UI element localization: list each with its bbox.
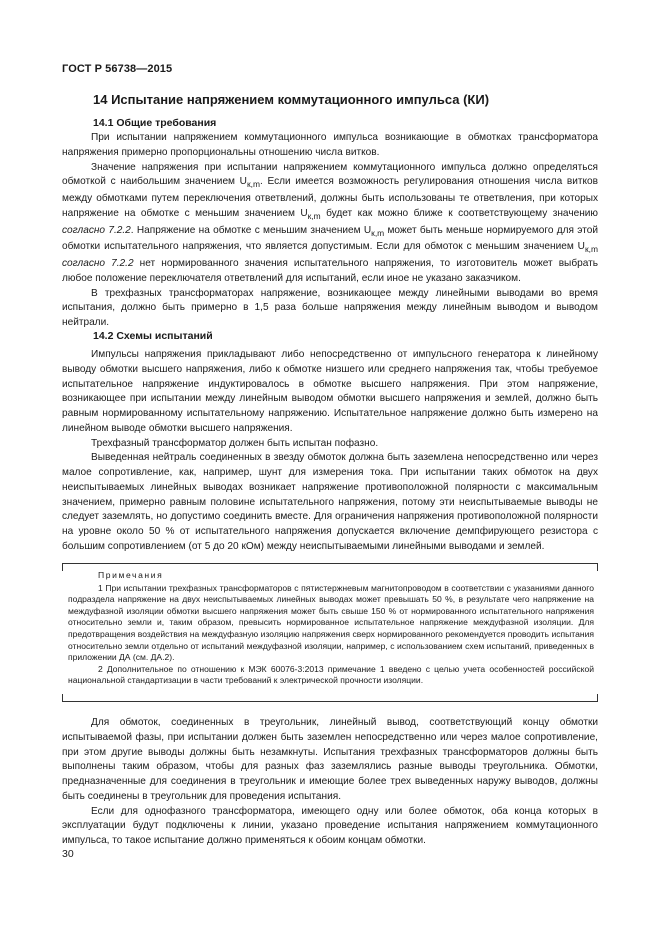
paragraph: Выведенная нейтраль соединенных в звезду обмоток должна быть заземлена непосредственно или через малое сопротивление, как, например, шунт для измерения тока. При испытании таких обмоток на двух неиспытываемых линейных выводах возникает напряжение противоположной полярности с максимальным значением, примерно равным половине испытательного напряжения, потому эти неиспытываемые выводы не следует заземлять, но допустимо соединить вместе. Для ограничения напряжения противоположной полярности на уровне около 50 % от испытательного напряжения допускается включение демпфирующего резистора с большим сопротивлением (от 5 до 20 кОм) между неиспытываемыми линейными выводами и землей.: [62, 452, 598, 552]
paragraph: В трехфазных трансформаторах напряжение, возникающее между линейными выводами во время испытания, должно быть примерно в 1,5 раза больше напряжения между линейным выводом и выводом нейтрали.: [62, 287, 598, 329]
section-title: 14 Испытание напряжением коммутационного импульса (КИ): [93, 92, 490, 107]
paragraph: Трехфазный трансформатор должен быть испытан пофазно.: [91, 437, 379, 449]
subsection-title-14-1: 14.1 Общие требования: [93, 117, 217, 129]
note-2: 2 Дополнительное по отношению к МЭК 60076-3:2013 примечание 1 введено с целью учета особенностей российской национальной стандартизации в части требований к электрической прочности изоляции.: [68, 663, 594, 686]
notes-heading: Примечания: [98, 570, 164, 580]
page-number: 30: [62, 848, 74, 860]
paragraph: Для обмоток, соединенных в треугольник, линейный вывод, соответствующий концу обмотки испытываемой фазы, при испытании должен быть заземлен непосредственно или через малое сопротивление, при этом другие выводы должны быть незамкнуты. Испытания трехфазных трансформаторов должны быть выполнены таким образом, чтобы для разных фаз заземлялись разные выводы треугольника. Обмотки, предназначенные для соединения в треугольник и имеющие более трех выведенных наружу выводов, должны быть соединены в треугольник для проведения испытания.: [62, 717, 598, 802]
subsection-title-14-2: 14.2 Схемы испытаний: [93, 330, 213, 342]
paragraph: Импульсы напряжения прикладывают либо непосредственно от импульсного генератора к линейному выводу обмотки высшего напряжения, либо к обмотке низшего или среднего напряжения так, чтобы требуемое испытательное напряжение индуктировалось в обмотке высшего напряжения. При этом напряжение, возникающее при испытании между линейным выводом обмотки высшего напряжения и землей, должно быть равным нормированному испытательному напряжению. Испытательное напряжение должно быть измерено на линейном выводе обмотки высшего напряжения.: [62, 349, 598, 434]
paragraph: Если для однофазного трансформатора, имеющего одну или более обмоток, оба конца которых в эксплуатации будут подключены к линии, указано проведение испытания напряжением коммутационного импульса, то такое испытание должно применяться к обоим концам обмотки.: [62, 805, 598, 846]
subsection-14-2-body: [62, 348, 598, 555]
paragraph: Значение напряжения при испытании напряжением коммутационного импульса должно определяться обмоткой с наибольшим значением $U_{к,m}$. Если имеется возможность регулирования отношения числа витков между обмотками путем переключения ответвлений, должны быть использованы те ответвления, при которых напряжение на обмотке с меньшим значением $U_{к,m}$ будет как можно ближе к соответствующему значению согласно 7.2.2. Напряжение на обмотке с меньшим значением $U_{к,m}$ может быть меньше нормируемого для этой обмотки испытательного напряжения, что является допустимым. Если для обмоток с меньшим значением $U_{к,m}$ согласно 7.2.2 нет нормированного значения испытательного напряжения, то изготовитель может выбрать любое положение переключателя ответвлений для испытаний, если иное не указано заказчиком.: [62, 161, 598, 284]
after-notes-body: [62, 716, 598, 849]
paragraph: При испытании напряжением коммутационного импульса возникающие в обмотках трансформатора напряжения примерно пропорциональны отношению числа витков.: [62, 132, 598, 158]
note-1: 1 При испытании трехфазных трансформаторов с пятистержневым магнитопроводом в соответствии с указаниями данного подраздела напряжение на двух неиспытываемых линейных выводах может превышать 50 %, в результате чего напряжение на междуфазной изоляции обмотки высшего напряжения может быть свыше 150 % от нормированного испытательного напряжения относительно земли и, таким образом, превысить нормированное испытательное напряжение междуфазной изоляции. Для предотвращения воздействия на междуфазную изоляцию напряжения сверх нормированного рекомендуется проводить испытания относительно земли отдельно от испытаний междуфазной изоляции, например, с использованием схем испытаний, приведенных в приложении ДА (см. ДА.2).: [68, 582, 594, 663]
notes-box: [62, 563, 598, 702]
subsection-14-1-body: [62, 131, 598, 331]
notes-text: [68, 570, 594, 687]
standard-header: ГОСТ Р 56738—2015: [62, 63, 173, 75]
